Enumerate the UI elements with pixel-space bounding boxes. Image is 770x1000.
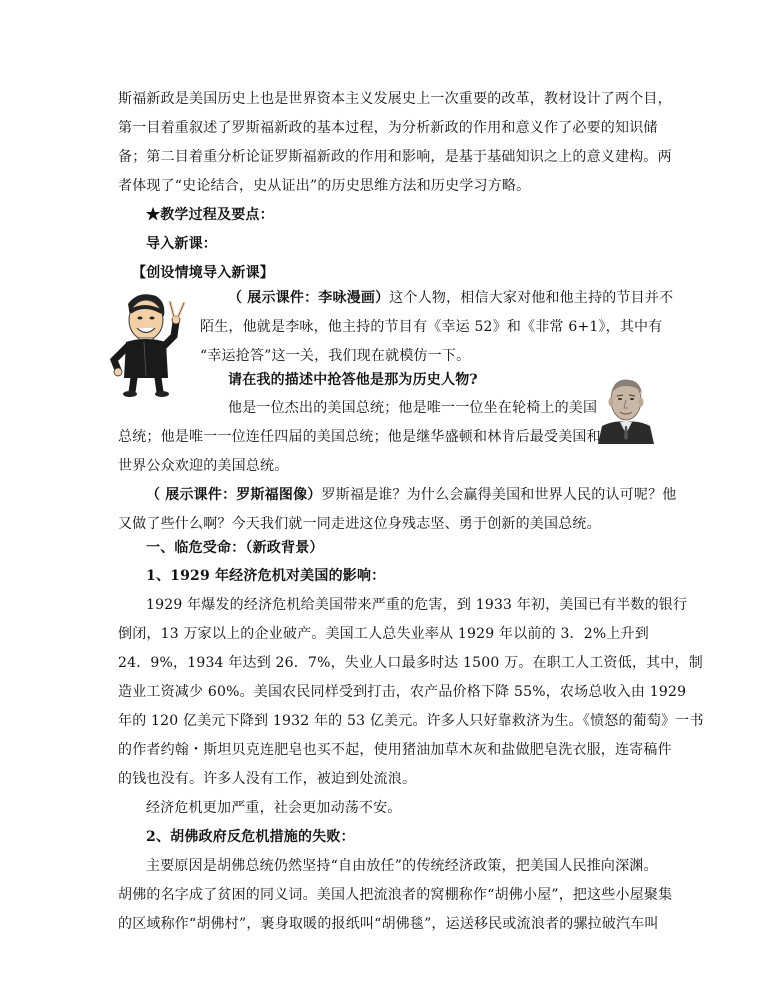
crisis-line-3: 24．9%，1934 年达到 26．7%，失业人口最多时达 1500 万。在职工人工资低，其中，制 xyxy=(118,655,703,671)
intro-line-2: 第一目着重叙述了罗斯福新政的基本过程，为分析新政的作用和意义作了必要的知识储 xyxy=(118,120,658,136)
roosevelt-portrait-image xyxy=(596,372,656,444)
crisis-line-6: 的作者约翰・斯坦贝克连肥皂也买不起，使用猪油加草木灰和盐做肥皂洗衣服，连寄稿件 xyxy=(118,742,672,758)
section-1-heading: 一、临危受命：（新政背景） xyxy=(146,540,324,556)
crisis-line-4: 造业工资减少 60%。美国农民同样受到打击，农产品价格下降 55%，农场总收入由 1929 xyxy=(118,684,687,700)
courseware-fdr-label: （ 展示课件：罗斯福图像） xyxy=(146,487,322,503)
subsection-1-heading: 1、1929 年经济危机对美国的影响： xyxy=(146,568,386,584)
heading-lesson-intro: 导入新课： xyxy=(146,236,217,252)
li-yong-cartoon-image xyxy=(104,290,190,398)
courseware-li-text-1: 这个人物，相信大家对他和他主持的节目并不 xyxy=(389,290,674,306)
intro-line-3: 备；第二目着重分析论证罗斯福新政的作用和影响，是基于基础知识之上的意义建构。两 xyxy=(118,149,672,165)
heading-scenario: 【创设情境导入新课】 xyxy=(132,265,274,281)
clue-line-3: 世界公众欢迎的美国总统。 xyxy=(118,458,289,474)
crisis-line-1: 1929 年爆发的经济危机给美国带来严重的危害，到 1933 年初，美国已有半数的银行 xyxy=(146,597,688,613)
subsection-2-heading: 2、胡佛政府反危机措施的失败： xyxy=(146,829,355,845)
intro-line-4: 者体现了“史论结合，史从证出”的历史思维方法和历史学习方略。 xyxy=(118,178,531,194)
courseware-li-line-3: “幸运抢答”这一关，我们现在就模仿一下。 xyxy=(200,348,471,364)
hoover-line-3: 的区域称作“胡佛村”，裹身取暖的报纸叫“胡佛毯”，运送移民或流浪者的骡拉破汽车叫 xyxy=(118,916,659,932)
crisis-line-7: 的钱也没有。许多人没有工作，被迫到处流浪。 xyxy=(118,771,417,787)
courseware-li-line-1 xyxy=(228,288,673,308)
crisis-line-5: 年的 120 亿美元下降到 1932 年的 53 亿美元。许多人只好靠救济为生。《愤怒的葡萄》一书 xyxy=(118,713,704,729)
clue-line-1: 他是一位杰出的美国总统；他是唯一一位坐在轮椅上的美国 xyxy=(228,400,598,416)
courseware-li-label: （ 展示课件：李咏漫画） xyxy=(228,290,390,306)
hoover-line-1: 主要原因是胡佛总统仍然坚持“自由放任”的传统经济政策，把美国人民推向深渊。 xyxy=(146,858,658,874)
courseware-fdr-line-2: 又做了些什么啊？今天我们就一同走进这位身残志坚、勇于创新的美国总统。 xyxy=(118,516,601,532)
quiz-question: 请在我的描述中抢答他是那为历史人物? xyxy=(228,372,478,388)
courseware-fdr-line-1 xyxy=(146,485,676,505)
courseware-fdr-text-1: 罗斯福是谁？为什么会赢得美国和世界人民的认可呢？他 xyxy=(321,487,677,503)
courseware-li-line-2: 陌生，他就是李咏，他主持的节目有《幸运 52》和《非常 6+1》，其中有 xyxy=(200,319,663,335)
clue-line-2: 总统；他是唯一一位连任四届的美国总统；他是继华盛顿和林肯后最受美国和 xyxy=(118,429,601,445)
crisis-line-2: 倒闭，13 万家以上的企业破产。美国工人总失业率从 1929 年以前的 3．2%上升到 xyxy=(118,626,649,642)
heading-teaching-process: ★教学过程及要点： xyxy=(146,207,274,223)
hoover-line-2: 胡佛的名字成了贫困的同义词。美国人把流浪者的窝棚称作“胡佛小屋”，把这些小屋聚集 xyxy=(118,887,673,903)
intro-line-1: 斯福新政是美国历史上也是世界资本主义发展史上一次重要的改革，教材设计了两个目， xyxy=(118,91,672,107)
crisis-conclusion: 经济危机更加严重，社会更加动荡不安。 xyxy=(146,800,402,816)
